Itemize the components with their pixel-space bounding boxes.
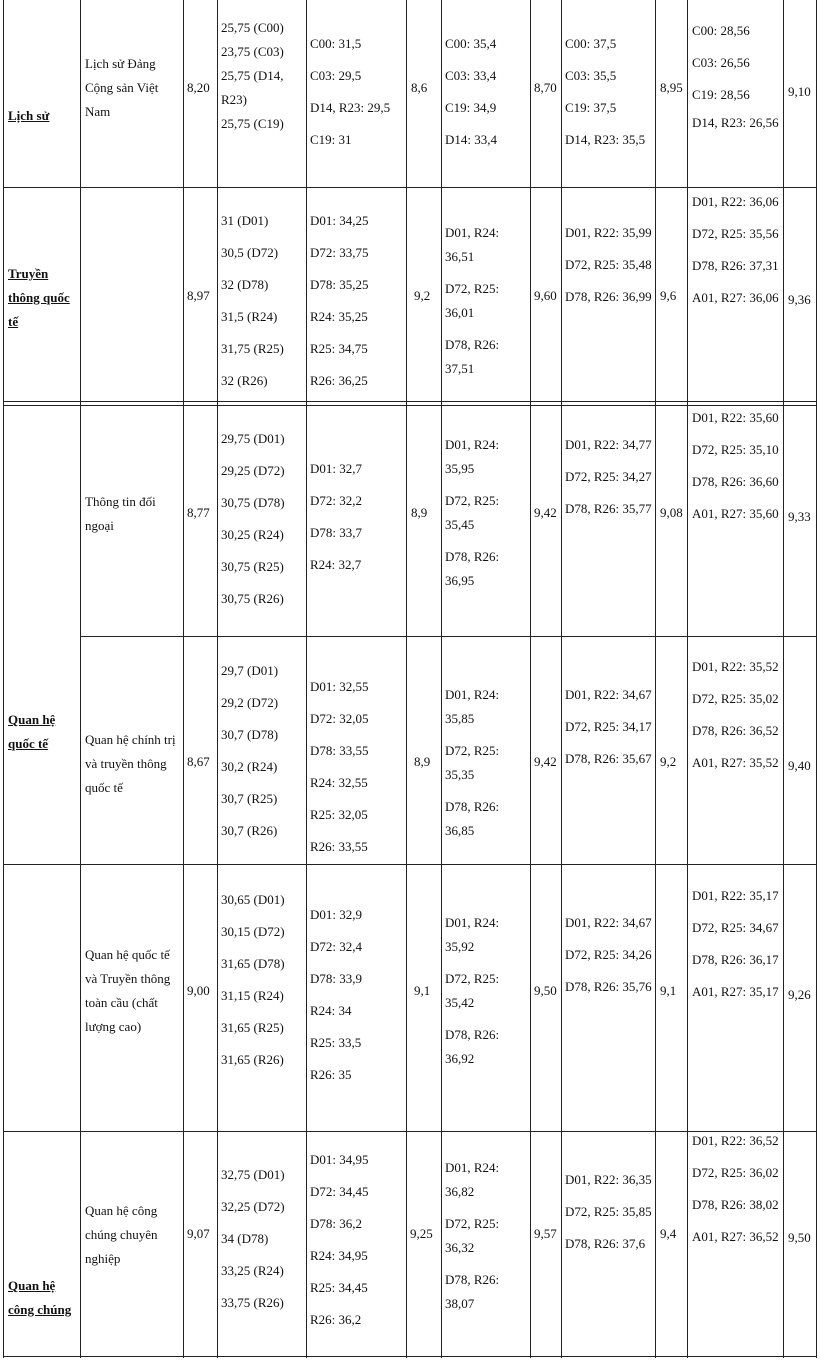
score-entry: 31,75 (R25) [221,341,284,356]
score-value: 8,9 [414,754,431,769]
score-entry: D01: 34,25 [310,213,369,228]
grid-line [406,0,407,1358]
score-entry: A01, R27: 36,52 [692,1229,779,1244]
score-entry: D78, R26: 36,17 [692,952,779,967]
score-entry: 25,75 (C19) [221,116,284,131]
score-entry: D78: 35,25 [310,277,369,292]
score-entry: D01, R22: 36,06 [692,194,779,209]
score-list-col1 [221,423,305,615]
score-entry: 30,75 (R26) [221,591,284,606]
score-list-col4 [565,433,653,521]
score-value: 9,1 [660,983,677,998]
score-value: 8,20 [187,80,210,95]
score-entry: 30,75 (D78) [221,495,285,510]
score-list-col5 [692,15,782,135]
score-value: 8,77 [187,505,210,520]
score-list-col3 [445,1156,529,1316]
score-list-col1 [221,1159,305,1319]
score-entry: D01, R22: 35,52 [692,659,779,674]
score-entry: A01, R27: 35,52 [692,755,779,770]
score-entry: D14, R23: 26,56 [692,115,779,130]
score-entry: 31 (D01) [221,213,269,228]
score-entry: 32 (D78) [221,277,269,292]
grid-line [530,0,531,1358]
score-entry: 29,25 (D72) [221,463,285,478]
score-entry: C19: 37,5 [565,100,617,115]
program-name: Quan hệ chính trị và truyền thông quốc tế [85,732,176,795]
score-value: 9,33 [788,509,811,524]
score-value: 8,9 [411,505,428,520]
grid-line [561,0,562,1358]
score-entry: 32,75 (D01) [221,1167,285,1182]
score-entry: R26: 36,2 [310,1312,362,1327]
grid-line [3,864,817,865]
score-entry: D72, R25: 36,01 [445,281,500,320]
score-entry: D78, R26: 36,95 [445,549,500,588]
score-list-col4 [565,221,653,309]
score-entry: D72, R25: 35,45 [445,493,500,532]
score-entry: D01: 32,7 [310,461,362,476]
score-entry: D78, R26: 37,51 [445,337,500,376]
score-entry: 25,75 (D14, R23) [221,68,284,107]
score-entry: D78, R26: 36,52 [692,723,779,738]
score-entry: D01, R24: 35,95 [445,437,500,476]
score-entry: D78, R26: 35,76 [565,979,652,994]
major-name: Lịch sử [8,108,50,123]
score-list-col3 [445,433,529,593]
score-entry: D72, R25: 35,42 [445,971,500,1010]
score-entry: D01: 32,9 [310,907,362,922]
score-list-col3 [445,911,529,1071]
score-entry: D78: 33,7 [310,525,362,540]
score-value: 9,10 [788,84,811,99]
score-list-col5 [692,1129,780,1249]
score-value: 9,4 [660,1226,677,1241]
score-entry: A01, R27: 36,06 [692,290,779,305]
score-list-col4 [565,683,653,771]
score-list-col1 [221,655,305,847]
score-entry: D78: 36,2 [310,1216,362,1231]
score-entry: D72, R25: 35,48 [565,257,652,272]
score-entry: D01, R22: 34,77 [565,437,652,452]
score-list-col5 [692,884,780,1004]
grid-line [783,0,784,1358]
score-value: 8,97 [187,288,210,303]
score-entry: 31,15 (R24) [221,988,284,1003]
score-entry: 34 (D78) [221,1231,269,1246]
score-entry: R25: 34,45 [310,1280,368,1295]
score-entry: D72, R25: 35,56 [692,226,779,241]
score-entry: 29,7 (D01) [221,663,279,678]
score-entry: D78, R26: 36,92 [445,1027,500,1066]
score-entry: 31,5 (R24) [221,309,278,324]
score-entry: D72, R25: 35,10 [692,442,779,457]
score-entry: D78: 33,9 [310,971,362,986]
score-list-col1 [221,205,305,397]
score-entry: D72, R25: 34,26 [565,947,652,962]
score-entry: 23,75 (C03) [221,44,284,59]
score-entry: 32 (R26) [221,373,268,388]
score-entry: C19: 28,56 [692,87,750,102]
grid-line [655,0,656,1358]
score-entry: R25: 33,5 [310,1035,362,1050]
score-list-col1 [221,16,305,136]
score-list-col4 [565,28,655,156]
score-entry: C19: 31 [310,132,352,147]
score-value: 9,2 [414,288,431,303]
score-entry: 31,65 (D78) [221,956,285,971]
score-entry: 30,75 (R25) [221,559,284,574]
score-entry: R24: 32,55 [310,775,368,790]
program-name: Lịch sử Đảng Cộng sản Việt Nam [85,56,159,119]
score-entry: 30,7 (R25) [221,791,278,806]
score-entry: D78, R26: 36,85 [445,799,500,838]
score-entry: D72: 32,4 [310,939,362,954]
score-value: 9,00 [187,983,210,998]
score-entry: D72, R25: 34,17 [565,719,652,734]
score-value: 9,26 [788,987,811,1002]
grid-line [3,401,817,402]
score-value: 9,50 [534,983,557,998]
score-entry: 25,75 (C00) [221,20,284,35]
score-entry: R24: 34 [310,1003,352,1018]
score-entry: D78, R26: 35,67 [565,751,652,766]
score-entry: C03: 26,56 [692,55,750,70]
score-entry: C00: 28,56 [692,23,750,38]
score-entry: D78, R26: 36,99 [565,289,652,304]
score-entry: D01: 34,95 [310,1152,369,1167]
score-list-col5 [692,406,780,526]
score-entry: D01, R24: 36,82 [445,1160,500,1199]
score-entry: 30,7 (D78) [221,727,279,742]
score-list-col2 [310,671,405,863]
grid-line [687,0,688,1358]
score-value: 9,2 [660,754,677,769]
score-entry: 33,75 (R26) [221,1295,284,1310]
score-entry: 30,7 (R26) [221,823,278,838]
score-value: 9,08 [660,505,683,520]
grid-line [183,0,184,1358]
score-entry: R26: 33,55 [310,839,368,854]
score-entry: D72: 33,75 [310,245,369,260]
grid-line [80,0,81,1358]
grid-line [816,0,817,1358]
score-entry: D01, R22: 34,67 [565,915,652,930]
score-value: 9,6 [660,288,677,303]
major-name: Quan hệ công chúng [8,1278,72,1317]
score-list-col4 [565,1168,655,1256]
score-entry: 30,15 (D72) [221,924,285,939]
score-entry: 31,65 (R26) [221,1052,284,1067]
score-entry: C00: 31,5 [310,36,362,51]
score-value: 9,40 [788,758,811,773]
score-list-col5 [692,655,780,775]
score-entry: R26: 35 [310,1067,352,1082]
program-name: Quan hệ quốc tế và Truyền thông toàn cầu (chất lượng cao) [85,947,171,1034]
grid-line [3,187,817,188]
score-value: 9,25 [410,1226,433,1241]
score-value: 9,57 [534,1226,557,1241]
score-list-col1 [221,884,305,1076]
score-value: 9,60 [534,288,557,303]
score-entry: A01, R27: 35,60 [692,506,779,521]
score-value: 8,70 [534,80,557,95]
score-entry: D01: 32,55 [310,679,369,694]
score-entry: R25: 34,75 [310,341,368,356]
score-entry: D01, R24: 35,85 [445,687,500,726]
score-entry: R26: 36,25 [310,373,368,388]
score-entry: D72, R25: 36,02 [692,1165,779,1180]
score-entry: 33,25 (R24) [221,1263,284,1278]
score-entry: D72: 32,05 [310,711,369,726]
score-value: 8,6 [411,80,428,95]
score-entry: D72: 34,45 [310,1184,369,1199]
score-entry: D72, R25: 35,02 [692,691,779,706]
score-value: 9,36 [788,292,811,307]
grid-line [80,636,817,637]
grid-line [217,0,218,1358]
score-entry: D01, R22: 35,99 [565,225,652,240]
score-entry: R24: 32,7 [310,557,362,572]
score-value: 9,42 [534,754,557,769]
score-entry: D78, R26: 38,02 [692,1197,779,1212]
score-entry: D01, R22: 36,52 [692,1133,779,1148]
score-entry: D01, R22: 34,67 [565,687,652,702]
score-entry: D72, R25: 35,85 [565,1204,652,1219]
score-entry: C03: 33,4 [445,68,497,83]
score-list-col2 [310,205,405,397]
score-value: 8,67 [187,754,210,769]
score-entry: 30,2 (R24) [221,759,278,774]
score-entry: C00: 35,4 [445,36,497,51]
score-entry: D14: 33,4 [445,132,497,147]
score-entry: D01, R22: 35,60 [692,410,779,425]
score-entry: 29,75 (D01) [221,431,285,446]
score-value: 9,07 [187,1226,210,1241]
score-entry: D78: 33,55 [310,743,369,758]
score-value: 9,1 [414,983,431,998]
score-entry: D72, R25: 36,32 [445,1216,500,1255]
grid-line [3,1356,817,1357]
score-entry: 32,25 (D72) [221,1199,285,1214]
score-list-col2 [310,453,405,581]
score-entry: D01, R22: 36,35 [565,1172,652,1187]
score-entry: D14, R23: 29,5 [310,100,391,115]
score-entry: D01, R24: 36,51 [445,225,500,264]
score-entry: C03: 29,5 [310,68,362,83]
score-entry: D78, R26: 36,60 [692,474,779,489]
major-name: Truyền thông quốc tế [8,266,70,329]
score-entry: D14, R23: 35,5 [565,132,646,147]
score-value: 9,50 [788,1230,811,1245]
score-entry: R24: 34,95 [310,1248,368,1263]
score-entry: 31,65 (R25) [221,1020,284,1035]
score-entry: 30,65 (D01) [221,892,285,907]
grid-line [3,0,4,1358]
score-value: 9,42 [534,505,557,520]
score-entry: C19: 34,9 [445,100,497,115]
score-entry: D72, R25: 35,35 [445,743,500,782]
score-list-col3 [445,683,529,843]
score-list-col3 [445,28,529,156]
score-entry: D01, R22: 35,17 [692,888,779,903]
score-entry: R24: 35,25 [310,309,368,324]
score-list-col2 [310,1144,405,1336]
score-entry: D78, R26: 35,77 [565,501,652,516]
score-entry: A01, R27: 35,17 [692,984,779,999]
score-entry: D72, R25: 34,27 [565,469,652,484]
score-entry: R25: 32,05 [310,807,368,822]
grid-line [441,0,442,1358]
score-entry: D72: 32,2 [310,493,362,508]
score-entry: D78, R26: 37,6 [565,1236,646,1251]
score-list-col2 [310,899,405,1091]
score-entry: 30,25 (R24) [221,527,284,542]
score-list-col3 [445,221,529,381]
score-entry: D78, R26: 37,31 [692,258,779,273]
score-entry: 29,2 (D72) [221,695,279,710]
major-name: Quan hệ quốc tế [8,712,56,751]
score-list-col4 [565,911,653,999]
score-entry: D78, R26: 38,07 [445,1272,500,1311]
score-entry: C00: 37,5 [565,36,617,51]
score-entry: D01, R24: 35,92 [445,915,500,954]
score-value: 8,95 [660,80,683,95]
program-name: Quan hệ công chúng chuyên nghiệp [85,1203,158,1266]
score-entry: 30,5 (D72) [221,245,279,260]
score-entry: D72, R25: 34,67 [692,920,779,935]
grid-line [306,0,307,1358]
score-list-col5 [692,190,780,310]
program-name: Thông tin đối ngoại [85,494,156,533]
score-entry: C03: 35,5 [565,68,617,83]
score-list-col2 [310,28,405,156]
